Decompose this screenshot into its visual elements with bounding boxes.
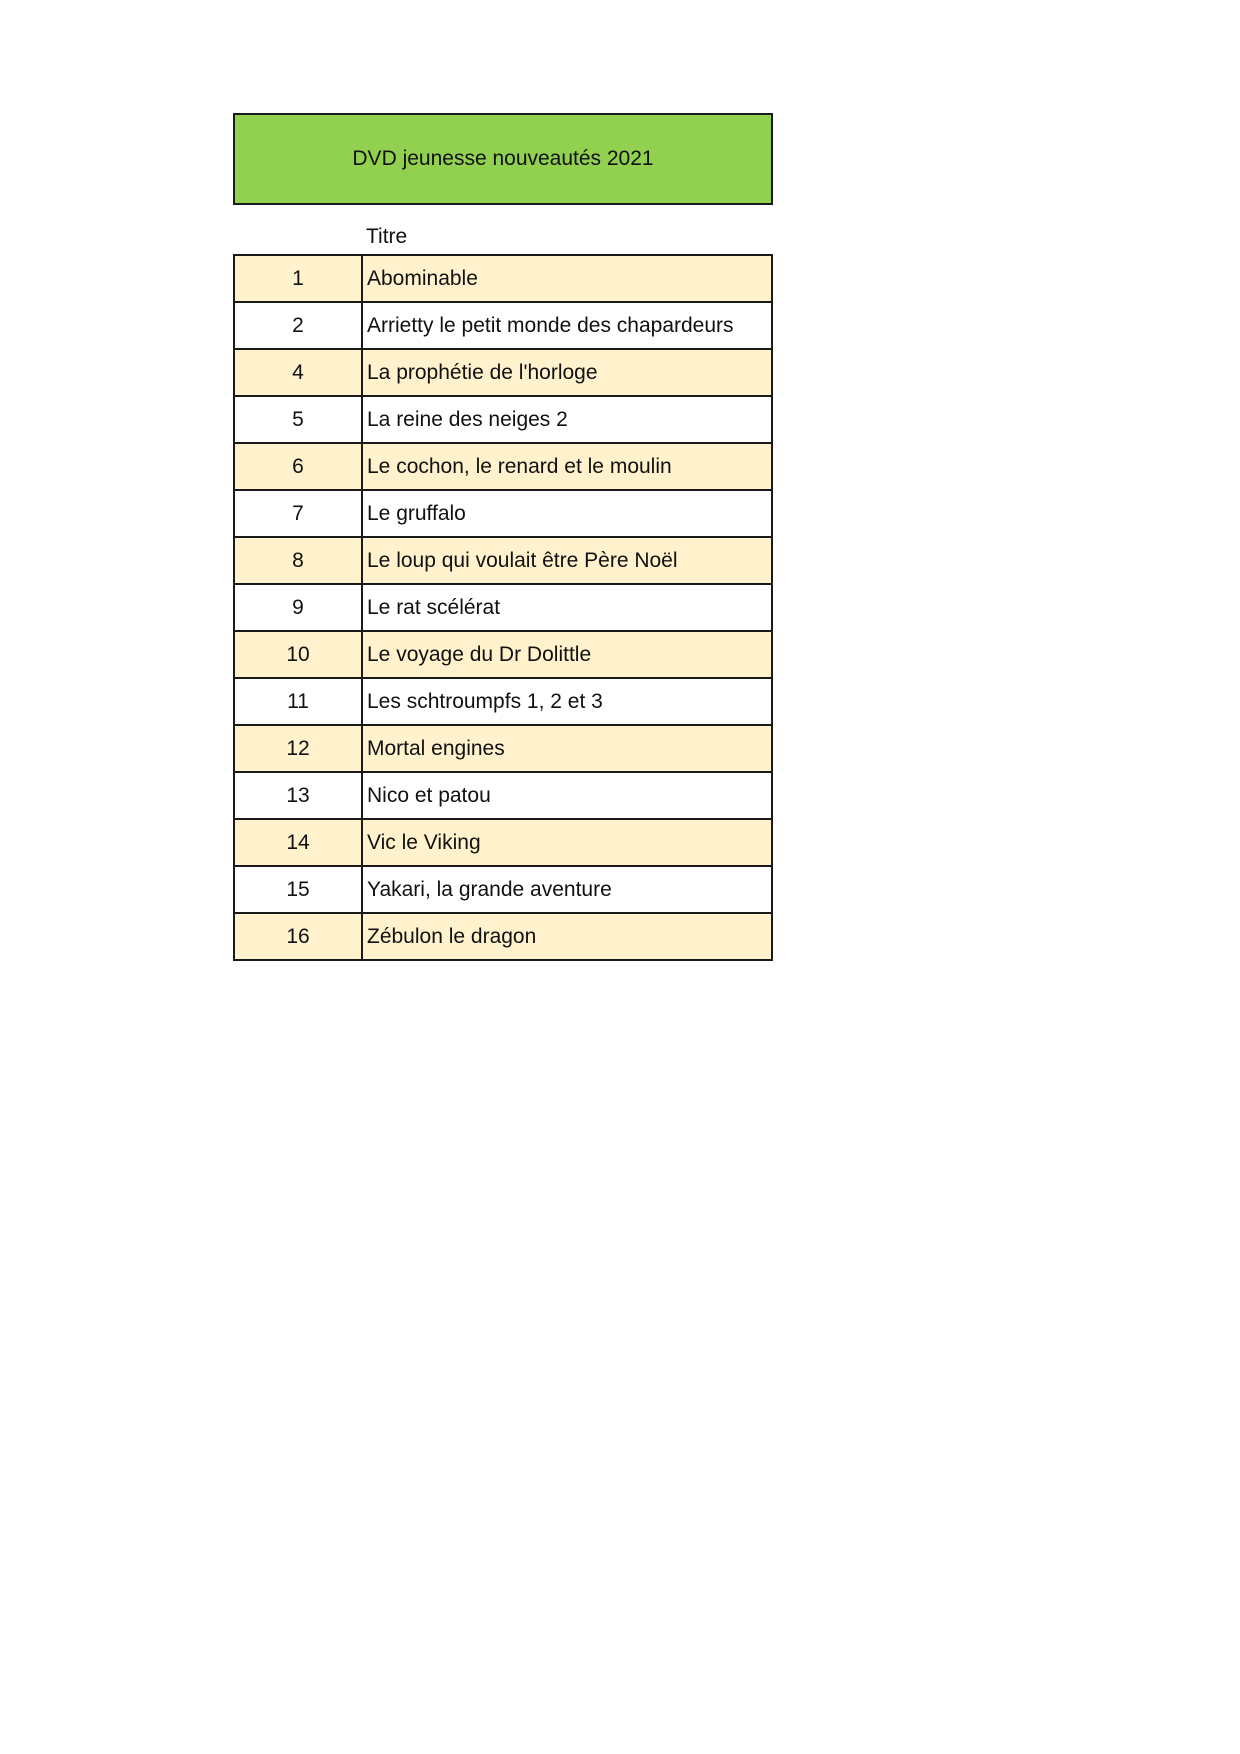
row-number: 15: [234, 866, 362, 913]
row-number: 4: [234, 349, 362, 396]
table-row: [234, 819, 772, 866]
row-number: 2: [234, 302, 362, 349]
table-row: [234, 396, 772, 443]
table-row: [234, 678, 772, 725]
row-number: 10: [234, 631, 362, 678]
table-row: [234, 913, 772, 960]
document-title: DVD jeunesse nouveautés 2021: [233, 113, 773, 205]
row-title: Arrietty le petit monde des chapardeurs: [362, 302, 772, 349]
table-row: [234, 490, 772, 537]
table-row: [234, 866, 772, 913]
row-number: 6: [234, 443, 362, 490]
row-title: Le rat scélérat: [362, 584, 772, 631]
row-title: La reine des neiges 2: [362, 396, 772, 443]
row-title: Mortal engines: [362, 725, 772, 772]
table-row: [234, 725, 772, 772]
table-row: [234, 349, 772, 396]
row-number: 7: [234, 490, 362, 537]
table-row: [234, 302, 772, 349]
row-title: Le cochon, le renard et le moulin: [362, 443, 772, 490]
table-row: [234, 772, 772, 819]
dvd-table: [233, 254, 773, 961]
row-title: Le gruffalo: [362, 490, 772, 537]
table-row: [234, 584, 772, 631]
row-number: 8: [234, 537, 362, 584]
row-number: 5: [234, 396, 362, 443]
table-row: [234, 443, 772, 490]
row-title: Yakari, la grande aventure: [362, 866, 772, 913]
row-title: Le voyage du Dr Dolittle: [362, 631, 772, 678]
row-title: Le loup qui voulait être Père Noël: [362, 537, 772, 584]
row-title: Les schtroumpfs 1, 2 et 3: [362, 678, 772, 725]
row-title: Nico et patou: [362, 772, 772, 819]
row-title: Zébulon le dragon: [362, 913, 772, 960]
row-number: 13: [234, 772, 362, 819]
table-row: [234, 631, 772, 678]
table-row: [234, 255, 772, 302]
row-number: 16: [234, 913, 362, 960]
row-title: Abominable: [362, 255, 772, 302]
row-number: 9: [234, 584, 362, 631]
dvd-table-body: [234, 255, 772, 960]
row-number: 14: [234, 819, 362, 866]
row-number: 12: [234, 725, 362, 772]
row-title: La prophétie de l'horloge: [362, 349, 772, 396]
table-row: [234, 537, 772, 584]
column-header-titre: Titre: [366, 225, 408, 248]
row-number: 1: [234, 255, 362, 302]
row-title: Vic le Viking: [362, 819, 772, 866]
row-number: 11: [234, 678, 362, 725]
